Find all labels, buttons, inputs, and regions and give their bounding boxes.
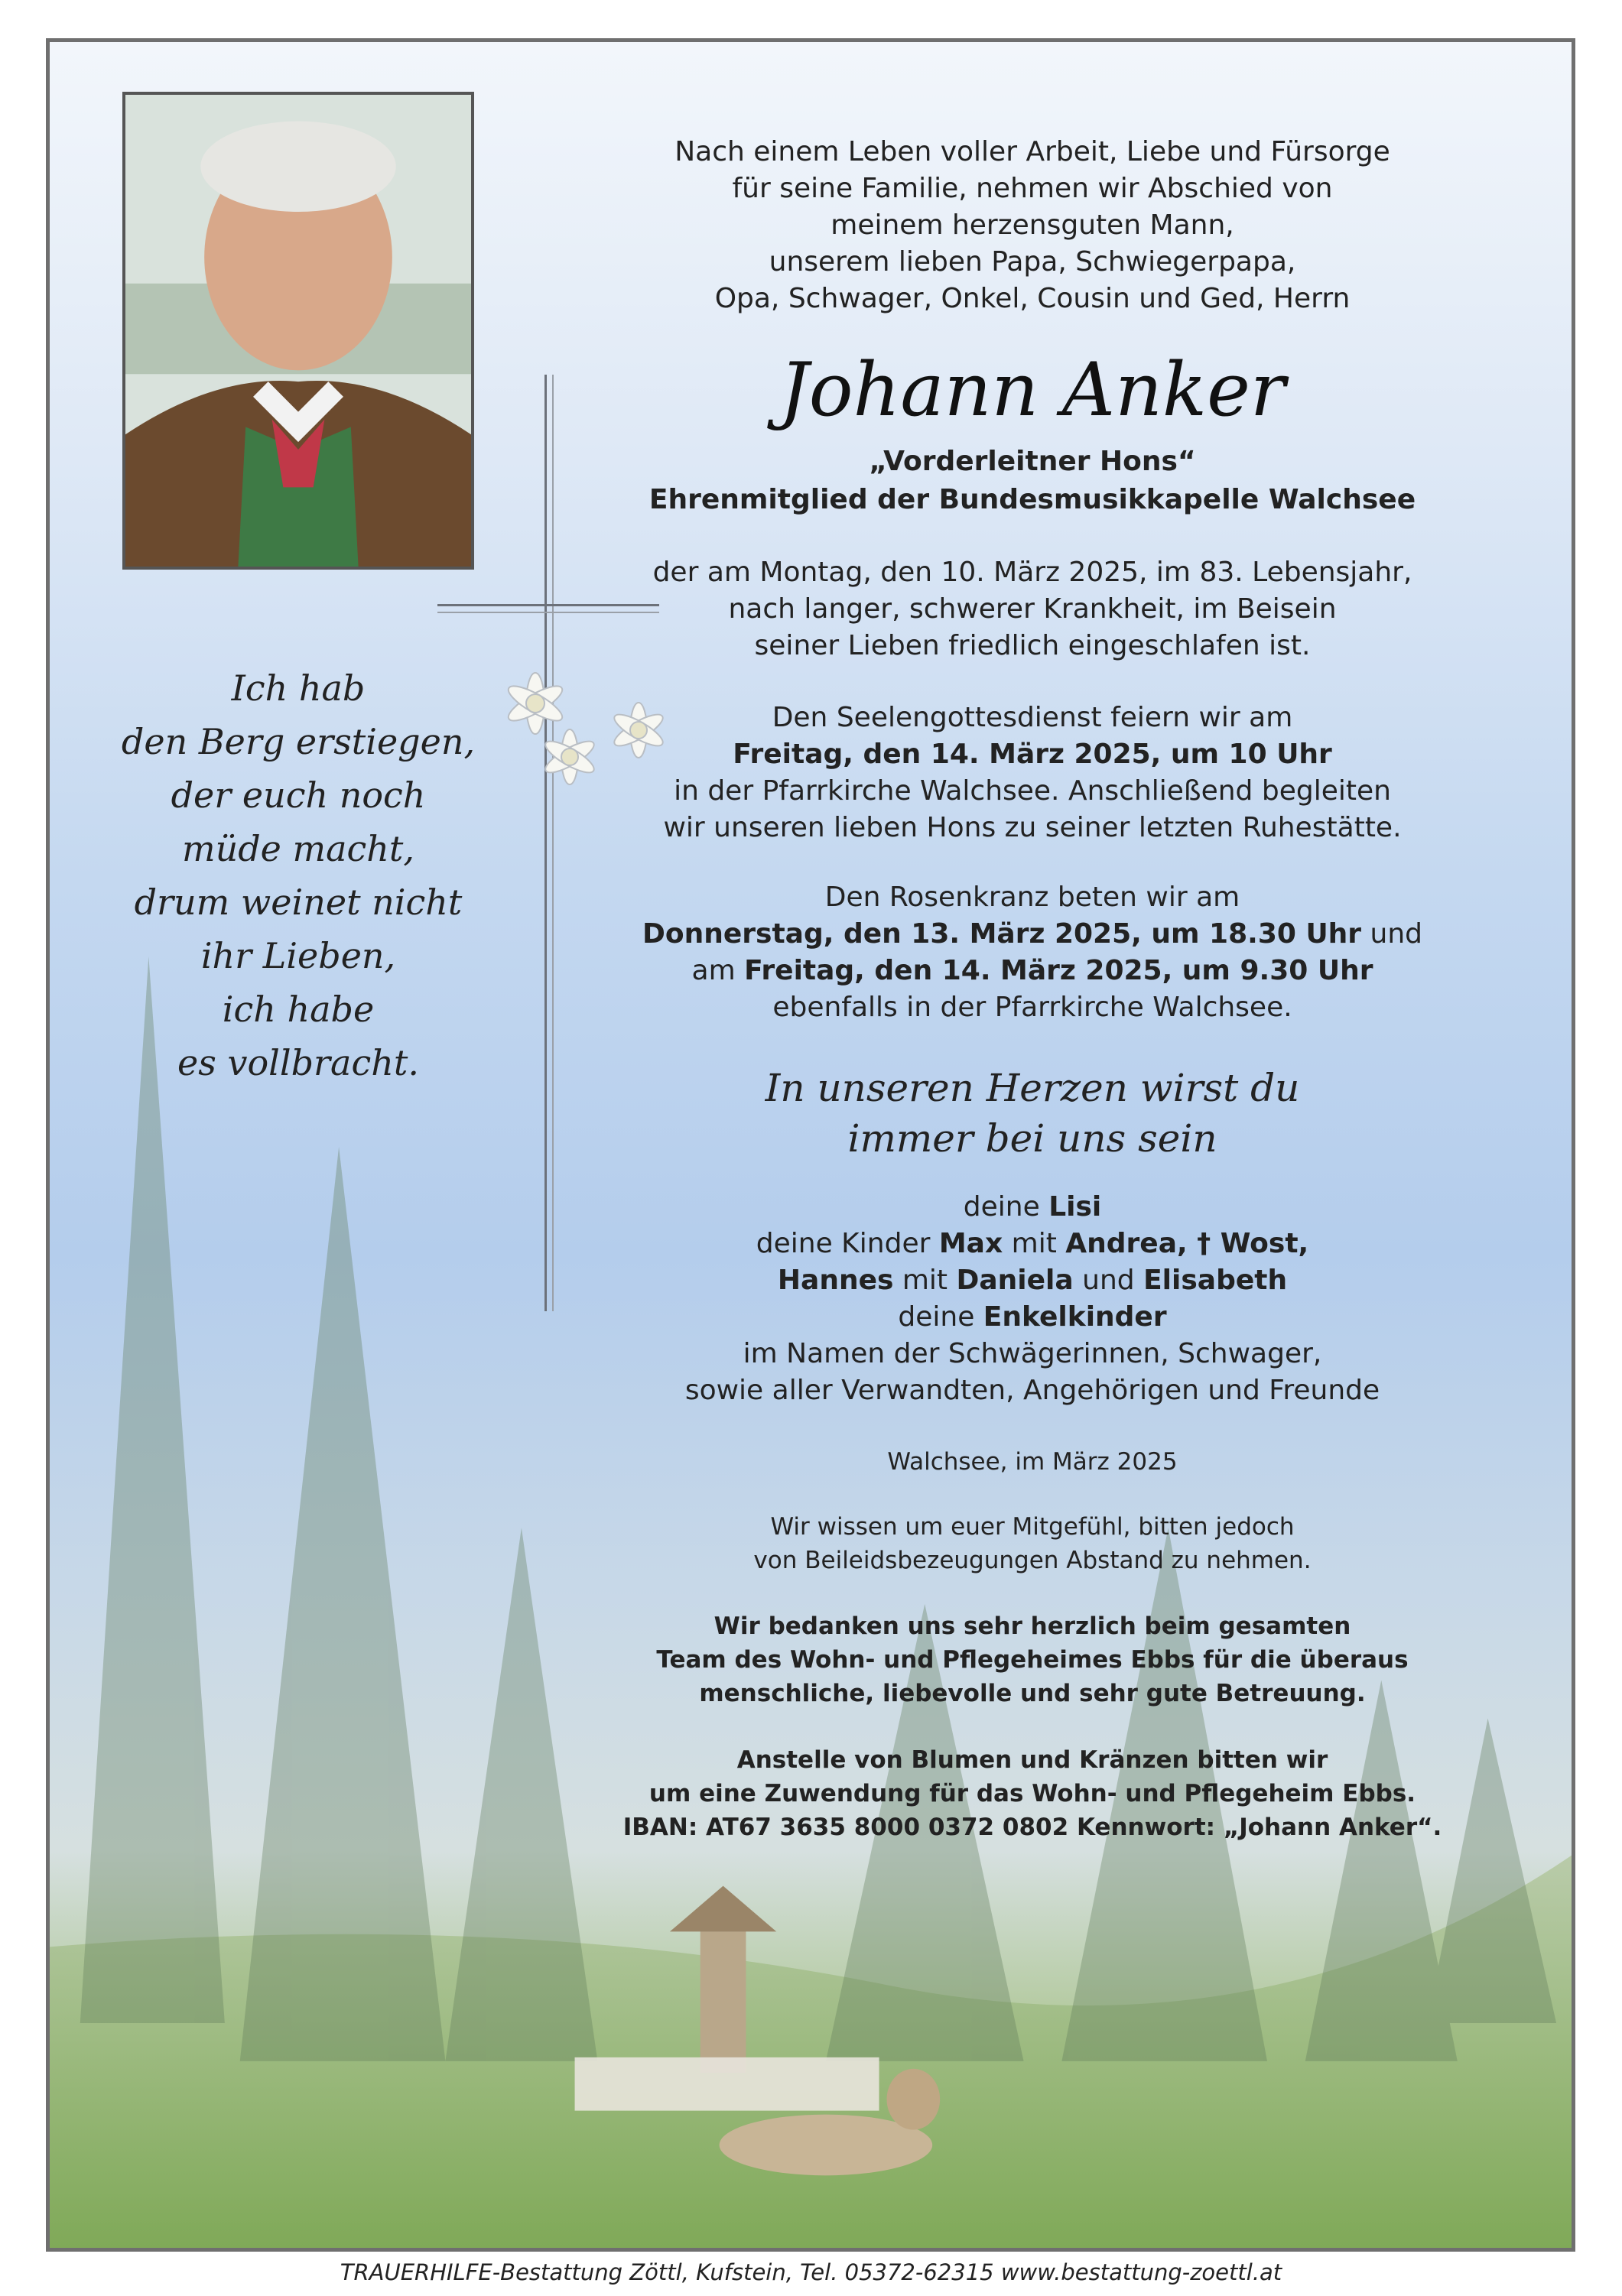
family-text: und [1073,1265,1144,1296]
family-text: deine [898,1301,983,1333]
poem-line: es vollbracht. [177,1042,419,1083]
mass-line: Den Seelengottesdienst feiern wir am [772,702,1293,733]
intro-line: unserem lieben Papa, Schwiegerpapa, [769,246,1296,278]
portrait-photo [122,92,474,570]
intro-text [596,134,1468,317]
poem-line: Ich hab [231,667,366,709]
poem-line: drum weinet nicht [134,882,463,923]
death-notice [596,554,1468,664]
family-line [596,1299,1468,1336]
donation-line: IBAN: AT67 3635 8000 0372 0802 Kennwort: „Johann Anker“. [622,1814,1442,1841]
intro-line: meinem herzensguten Mann, [831,209,1234,241]
rosary-line: Den Rosenkranz beten wir am [824,882,1240,913]
family-name: Andrea, † Wost, [1065,1228,1309,1259]
poem-line: müde macht, [181,828,415,869]
poem-line: der euch noch [171,775,426,816]
family-name: Hannes [777,1265,894,1296]
motto-line: immer bei uns sein [847,1116,1217,1161]
rosary-line: ebenfalls in der Pfarrkirche Walchsee. [772,992,1292,1023]
family-text: deine [963,1191,1049,1223]
death-line: nach langer, schwerer Krankheit, im Beisein [728,593,1337,625]
family-name: Lisi [1048,1191,1102,1223]
family-text: deine Kinder [756,1228,939,1259]
condolence-line: von Beileidsbezeugungen Abstand zu nehmen. [753,1547,1312,1574]
donation-line: um eine Zuwendung für das Wohn- und Pflegeheim Ebbs. [648,1780,1416,1807]
thanks-line: Wir bedanken uns sehr herzlich beim gesamten [713,1612,1351,1640]
poem [115,661,482,1090]
condolence-line: Wir wissen um euer Mitgefühl, bitten jedoch [770,1513,1295,1541]
family-name: Max [938,1228,1003,1259]
mass-line: in der Pfarrkirche Walchsee. Anschließend begleiten [674,775,1391,807]
rosary-am: am [691,955,745,986]
family-name: Enkelkinder [983,1301,1167,1333]
family-line [596,1226,1468,1262]
rosary-date-2: Freitag, den 14. März 2025, um 9.30 Uhr [744,955,1373,986]
intro-line: Nach einem Leben voller Arbeit, Liebe und Fürsorge [674,136,1390,167]
family-line [596,1189,1468,1226]
poem-line: ich habe [222,989,375,1030]
condolence-note [596,1510,1468,1577]
intro-line: Opa, Schwager, Onkel, Cousin und Ged, Herrn [714,283,1351,314]
thanks-line: menschliche, liebevolle und sehr gute Betreuung. [699,1680,1366,1707]
mass-line: wir unseren lieben Hons zu seiner letzten Ruhestätte. [663,812,1402,843]
rosary-und: und [1361,918,1422,950]
mass-date: Freitag, den 14. März 2025, um 10 Uhr [733,739,1332,770]
funeral-mass [596,700,1468,846]
donation-note [596,1743,1468,1844]
donation-line: Anstelle von Blumen und Kränzen bitten wir [736,1746,1328,1774]
family-list [596,1189,1468,1409]
funeral-home-footer: TRAUERHILFE-Bestattung Zöttl, Kufstein, Tel. 05372-62315 www.bestattung-zoettl.at [340,2259,1282,2285]
motto-line: In unseren Herzen wirst du [765,1066,1300,1110]
death-line: der am Montag, den 10. März 2025, im 83. Lebensjahr, [652,557,1412,588]
deceased-name: Johann Anker [779,347,1286,433]
family-line: im Namen der Schwägerinnen, Schwager, [743,1338,1322,1369]
motto [596,1063,1468,1164]
family-text: mit [893,1265,957,1296]
poem-line: den Berg erstiegen, [121,721,476,762]
rosary-line [596,916,1468,953]
family-text: mit [1003,1228,1066,1259]
place-date: Walchsee, im März 2025 [887,1448,1178,1476]
family-line: sowie aller Verwandten, Angehörigen und Freunde [684,1375,1380,1406]
rosary-date-1: Donnerstag, den 13. März 2025, um 18.30 Uhr [642,918,1362,950]
cross-vertical-shadow [552,375,554,1311]
rosary [596,879,1468,1026]
intro-line: für seine Familie, nehmen wir Abschied von [732,173,1333,204]
family-name: Daniela [956,1265,1074,1296]
family-line [596,1262,1468,1299]
poem-line: ihr Lieben, [200,935,396,976]
rosary-line [596,953,1468,989]
family-name: Elisabeth [1143,1265,1288,1296]
thanks-note [596,1609,1468,1710]
nickname: „Vorderleitner Hons“ [869,446,1196,477]
thanks-line: Team des Wohn- und Pflegeheimes Ebbs für die überaus [656,1646,1409,1674]
honor-title: Ehrenmitglied der Bundesmusikkapelle Walchsee [648,484,1416,515]
cross-vertical [544,375,547,1311]
death-line: seiner Lieben friedlich eingeschlafen ist. [754,630,1311,661]
